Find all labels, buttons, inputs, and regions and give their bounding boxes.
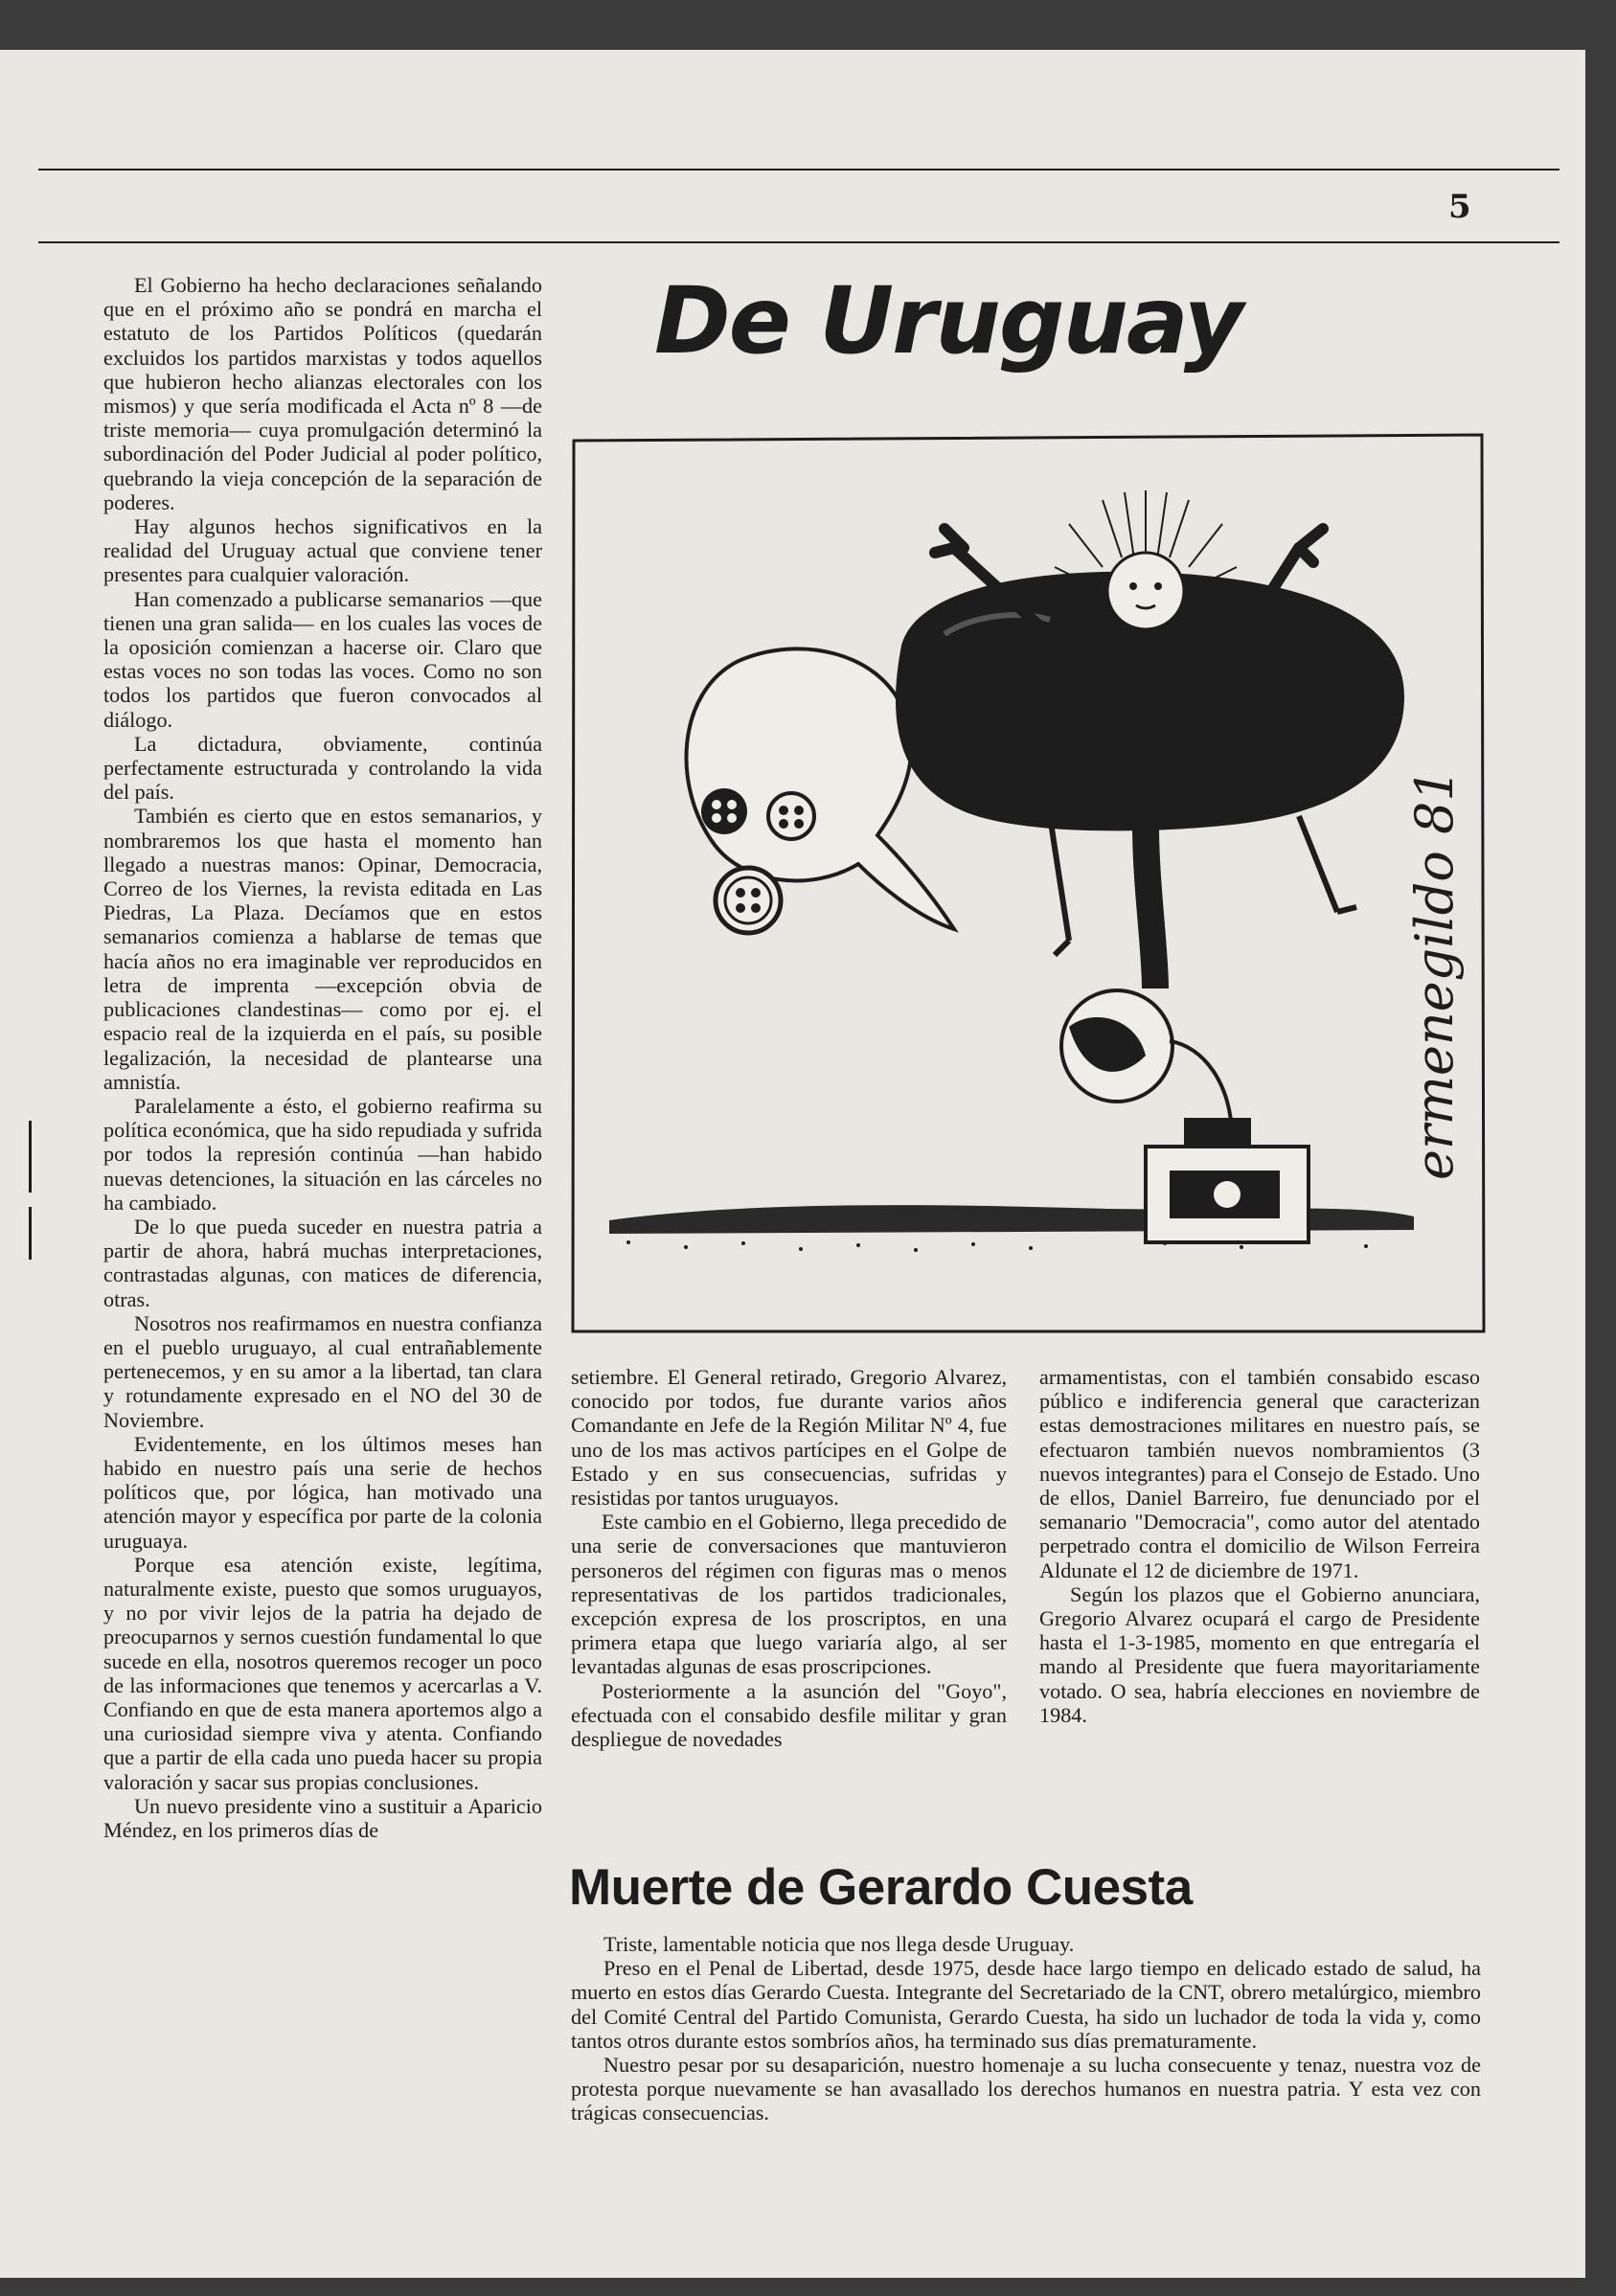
paragraph: Han comenzado a publicarse semanarios —que tienen una gran salida— en los cuales las voces de la oposición comienzan a hacerse oir. Claro que estas voces no son todas las voces. Como no son todos los partidos que fueron convocados al diálogo. (103, 586, 542, 732)
left-column (103, 273, 542, 1842)
paragraph: Porque esa atención existe, legítima, naturalmente existe, puesto que somos uruguayos, y no por vivir lejos de la patria ha dejado de preocuparnos y sernos cuestión fundamental lo que sucede en ella, nosotros queremos recoger un poco de las informaciones que tenemos y acercarlas a V. Confiando en que de esta manera aportemos algo a una curiosidad siempre viva y atenta. Confiando que a partir de ella cada uno pueda hacer su propia valoración y sacar sus propias conclusiones. (103, 1552, 542, 1794)
right-column (1039, 1365, 1480, 1727)
paragraph: Preso en el Penal de Libertad, desde 1975, desde hace largo tiempo en delicado estado de salud, ha muerto en estos días Gerardo Cuesta. Integrante del Secretariado de la CNT, obrero metalúrgico, miembro del Comité Central del Partido Comunista, Gerardo Cuesta, ha sido un luchador de toda la vida y, como tantos otros durante estos sombríos años, ha terminado sus días prematuramente. (571, 1956, 1481, 2053)
paragraph: Nuestro pesar por su desaparición, nuestro homenaje a su lucha consecuente y tenaz, nuestra voz de protesta porque nuevamente se han avasallado los derechos humanos en nuestra patria. Y esta vez con trágicas consecuencias. (571, 2053, 1481, 2126)
paragraph: Este cambio en el Gobierno, llega precedido de una serie de conversaciones que mantuvieron personeros del régimen con figuras mas o menos representativas de los partidos tradicionales, excepción expresa de los proscriptos, en una primera etapa que luego variaría algo, al ser levantadas algunas de esas proscripciones. (571, 1510, 1007, 1679)
cartoon-signature: ermenegildo 81 (1404, 768, 1465, 1180)
binding-marks (29, 1121, 57, 1269)
page-number: 5 (1448, 188, 1471, 226)
paragraph: armamentistas, con el también consabido escaso público e indiferencia general que caracterizan estas demostraciones militares en nuestro país, se efectuaron también nuevos nombramientos (3 nuevos integrantes) para el Consejo de Estado. Uno de ellos, Daniel Barreiro, fue denunciado por el semanario "Democracia", como autor del atentado perpetrado contra el domicilio de Wilson Ferreira Aldunate el 12 de diciembre de 1971. (1039, 1365, 1480, 1582)
section-title: De Uruguay (654, 267, 1242, 375)
paragraph: Según los plazos que el Gobierno anunciara, Gregorio Alvarez ocupará el cargo de Presidente hasta el 1-3-1985, momento en que entregaría el mando al Presidente que fuera mayoritariamente votado. O sea, habría elecciones en noviembre de 1984. (1039, 1581, 1480, 1727)
middle-column (571, 1365, 1007, 1751)
paragraph: El Gobierno ha hecho declaraciones señalando que en el próximo año se pondrá en marcha el estatuto de los Partidos Políticos (quedarán excluidos los partidos marxistas y todos aquellos que hubieron hecho alianzas electorales con los mismos) y que sería modificada el Acta nº 8 —de triste memoria— cuya promulgación determinó la subordinación del Poder Judicial al poder político, quebrando la vieja concepción de la separación de poderes. (103, 273, 542, 514)
paragraph: setiembre. El General retirado, Gregorio Alvarez, conocido por todos, fue durante varios años Comandante en Jefe de la Región Militar Nº 4, fue uno de los mas activos partícipes en el Golpe de Estado y en sus consecuencias, sufridas y resistidas por tantos uruguayos. (571, 1365, 1007, 1511)
paragraph: Evidentemente, en los últimos meses han habido en nuestro país una serie de hechos políticos que, por lógica, han motivado una atención mayor y específica por parte de la colonia uruguaya. (103, 1431, 542, 1553)
cartoon-illustration (571, 433, 1486, 1335)
paragraph: Triste, lamentable noticia que nos llega desde Uruguay. (603, 1932, 1075, 1956)
paragraph: Un nuevo presidente vino a sustituir a Aparicio Méndez, en los primeros días de (103, 1793, 542, 1842)
paragraph: La dictadura, obviamente, continúa perfectamente estructurada y controlando la vida del país. (103, 731, 542, 805)
paragraph: Posteriormente a la asunción del "Goyo", efectuada con el consabido desfile militar y gran despliegue de novedades (571, 1678, 1007, 1752)
paragraph: Hay algunos hechos significativos en la realidad del Uruguay actual que conviene tener presentes para cualquier valoración. (103, 514, 542, 587)
article-body (571, 1932, 1481, 2126)
paragraph: Paralelamente a ésto, el gobierno reafirma su política económica, que ha sido repudiada y sufrida por todos la represión continúa —han habido nuevas detenciones, la situación en las cárceles no ha cambiado. (103, 1093, 542, 1215)
paragraph: De lo que pueda suceder en nuestra patria a partir de ahora, habrá muchas interpretaciones, contrastadas algunas, con matices de diferencia, otras. (103, 1214, 542, 1311)
header-rule-bottom (38, 241, 1559, 243)
header-rule-top (38, 169, 1559, 170)
article-headline: Muerte de Gerardo Cuesta (569, 1859, 1193, 1916)
paragraph: Nosotros nos reafirmamos en nuestra confianza en el pueblo uruguayo, al cual entrañablemente pertenecemos, y en su amor a la libertad, tan clara y rotundamente expresado en el NO del 30 de Noviembre. (103, 1310, 542, 1432)
paragraph: También es cierto que en estos semanarios, y nombraremos los que hasta el momento han llegado a nuestras manos: Opinar, Democracia, Correo de los Viernes, la revista editada en Las Piedras, La Plaza. Decíamos que en estos semanarios comienza a hablarse de temas que hacía años no era imaginable ver reproducidos en letra de imprenta —excepción obvia de publicaciones clandestinas— como por ej. el espacio real de la izquierda en el país, su posible legalización, la necesidad de plantearse una amnistía. (103, 804, 542, 1094)
